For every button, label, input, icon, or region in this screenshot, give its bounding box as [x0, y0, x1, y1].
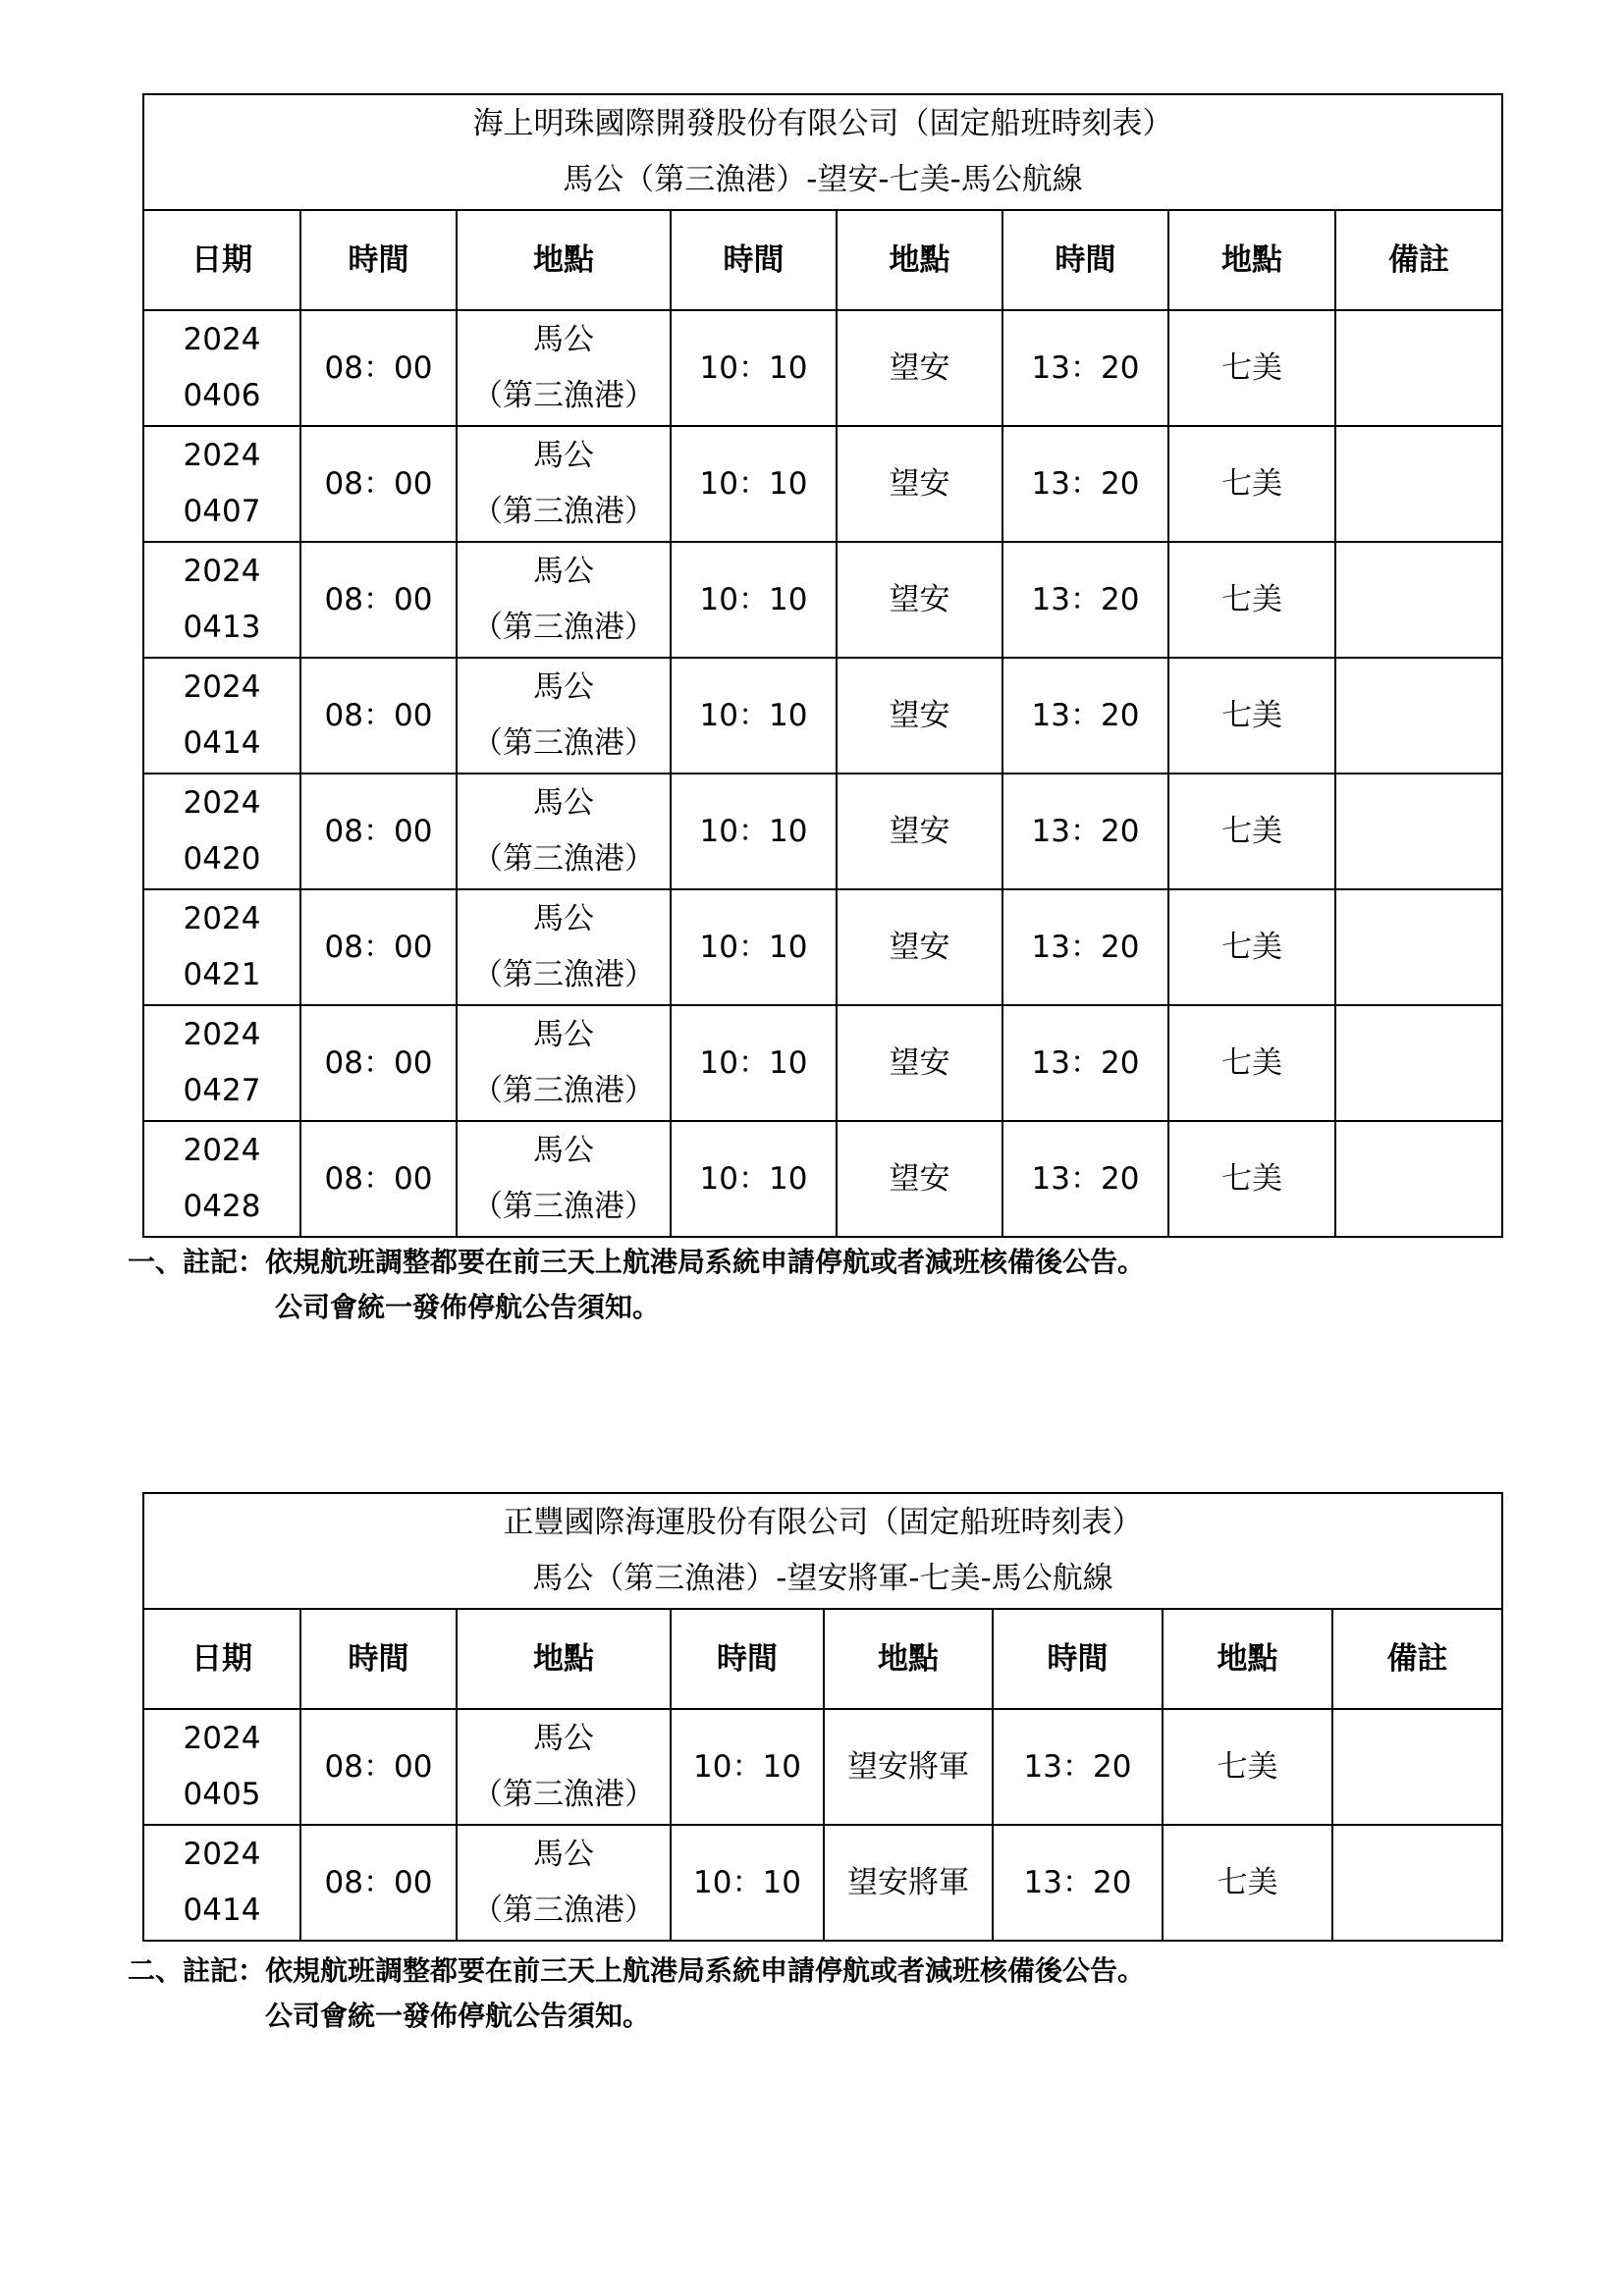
header-location-2: 地點 [837, 210, 1002, 310]
stop-location-3: 七美 [1168, 889, 1335, 1005]
remarks-cell [1332, 1825, 1502, 1941]
header-location-2: 地點 [824, 1609, 993, 1709]
departure-time: 08：00 [300, 658, 457, 774]
stop-location-3: 七美 [1168, 774, 1335, 889]
note-line-2: 公司會統一發佈停航公告須知。 [265, 2000, 651, 2032]
departure-time: 08：00 [300, 426, 457, 542]
location-name: 馬公 [533, 1133, 594, 1168]
stop-location-2: 望安 [837, 774, 1002, 889]
stop-location-3: 七美 [1168, 542, 1335, 658]
stop-time-3: 13：20 [1002, 658, 1168, 774]
location-detail: （第三漁港） [472, 1073, 655, 1108]
table-row [143, 774, 1502, 889]
date-cell [143, 542, 300, 658]
stop-time-3: 13：20 [1002, 889, 1168, 1005]
stop-time-3: 13：20 [993, 1825, 1163, 1941]
stop-location-3: 七美 [1163, 1825, 1332, 1941]
header-location-3: 地點 [1168, 210, 1335, 310]
schedule-table-2 [142, 1492, 1503, 1942]
location-detail: （第三漁港） [472, 957, 655, 992]
remarks-cell [1335, 774, 1502, 889]
date-cell [143, 1005, 300, 1121]
note-line-2: 公司會統一發佈停航公告須知。 [275, 1291, 661, 1323]
schedule-table-1 [142, 93, 1503, 1238]
header-time-3: 時間 [993, 1609, 1163, 1709]
table-title-cell [143, 1493, 1502, 1609]
date-year: 2024 [183, 322, 261, 357]
remarks-cell [1335, 542, 1502, 658]
table-row [143, 1709, 1502, 1825]
note-line-1: 二、註記：依規航班調整都要在前三天上航港局系統申請停航或者減班核備後公告。 [128, 1954, 1146, 1987]
location-detail: （第三漁港） [472, 1189, 655, 1224]
stop-location-3: 七美 [1163, 1709, 1332, 1825]
stop-time-3: 13：20 [1002, 542, 1168, 658]
stop-location-2: 望安 [837, 542, 1002, 658]
departure-time: 08：00 [300, 889, 457, 1005]
table-row [143, 1005, 1502, 1121]
stop-location-3: 七美 [1168, 658, 1335, 774]
table-row [143, 310, 1502, 426]
stop-location-2: 望安將軍 [824, 1709, 993, 1825]
stop-time-2: 10：10 [671, 658, 837, 774]
stop-time-3: 13：20 [1002, 774, 1168, 889]
route-subtitle: 馬公（第三漁港）-望安-七美-馬公航線 [563, 162, 1083, 197]
date-year: 2024 [183, 1721, 261, 1756]
date-year: 2024 [183, 438, 261, 473]
location-name: 馬公 [533, 1721, 594, 1756]
date-month-day: 0414 [183, 1893, 261, 1928]
date-year: 2024 [183, 901, 261, 936]
company-title: 正豐國際海運股份有限公司（固定船班時刻表） [503, 1505, 1143, 1540]
departure-location [457, 1121, 671, 1237]
remarks-cell [1332, 1709, 1502, 1825]
stop-time-2: 10：10 [671, 426, 837, 542]
header-remarks: 備註 [1332, 1609, 1502, 1709]
remarks-cell [1335, 1005, 1502, 1121]
stop-time-2: 10：10 [671, 1121, 837, 1237]
stop-time-3: 13：20 [1002, 1005, 1168, 1121]
table-row [143, 889, 1502, 1005]
date-year: 2024 [183, 1837, 261, 1872]
stop-location-2: 望安 [837, 1005, 1002, 1121]
stop-time-3: 13：20 [993, 1709, 1163, 1825]
notes-2 [128, 1949, 1145, 2039]
date-month-day: 0405 [183, 1777, 261, 1812]
note-line-1: 一、註記：依規航班調整都要在前三天上航港局系統申請停航或者減班核備後公告。 [128, 1246, 1146, 1278]
departure-location [457, 889, 671, 1005]
location-detail: （第三漁港） [472, 1777, 655, 1812]
departure-location [457, 658, 671, 774]
stop-time-3: 13：20 [1002, 426, 1168, 542]
date-year: 2024 [183, 1017, 261, 1052]
header-location-1: 地點 [457, 210, 671, 310]
header-date: 日期 [143, 1609, 300, 1709]
remarks-cell [1335, 658, 1502, 774]
departure-time: 08：00 [300, 542, 457, 658]
table-row [143, 1825, 1502, 1941]
table-row [143, 1121, 1502, 1237]
date-cell [143, 1825, 300, 1941]
stop-location-2: 望安將軍 [824, 1825, 993, 1941]
date-year: 2024 [183, 785, 261, 821]
location-detail: （第三漁港） [472, 725, 655, 761]
departure-location [457, 1005, 671, 1121]
departure-time: 08：00 [300, 1121, 457, 1237]
date-month-day: 0407 [183, 494, 261, 529]
table-row [143, 426, 1502, 542]
departure-location [457, 310, 671, 426]
location-name: 馬公 [533, 669, 594, 705]
header-date: 日期 [143, 210, 300, 310]
departure-location [457, 1825, 671, 1941]
location-detail: （第三漁港） [472, 841, 655, 877]
stop-location-2: 望安 [837, 658, 1002, 774]
stop-time-3: 13：20 [1002, 1121, 1168, 1237]
stop-time-2: 10：10 [671, 1825, 824, 1941]
stop-location-2: 望安 [837, 1121, 1002, 1237]
table-row [143, 658, 1502, 774]
stop-time-2: 10：10 [671, 1709, 824, 1825]
departure-time: 08：00 [300, 774, 457, 889]
departure-time: 08：00 [300, 1825, 457, 1941]
stop-location-3: 七美 [1168, 1005, 1335, 1121]
date-month-day: 0406 [183, 378, 261, 413]
location-detail: （第三漁港） [472, 494, 655, 529]
header-time-1: 時間 [300, 210, 457, 310]
date-cell [143, 774, 300, 889]
date-cell [143, 426, 300, 542]
stop-time-2: 10：10 [671, 889, 837, 1005]
stop-time-2: 10：10 [671, 310, 837, 426]
notes-1 [128, 1240, 1145, 1330]
date-month-day: 0428 [183, 1189, 261, 1224]
date-cell [143, 1121, 300, 1237]
date-cell [143, 1709, 300, 1825]
header-time-2: 時間 [671, 1609, 824, 1709]
departure-location [457, 426, 671, 542]
header-row [143, 1609, 1502, 1709]
departure-location [457, 1709, 671, 1825]
date-cell [143, 889, 300, 1005]
table-row [143, 542, 1502, 658]
stop-time-2: 10：10 [671, 774, 837, 889]
route-subtitle: 馬公（第三漁港）-望安將軍-七美-馬公航線 [532, 1561, 1113, 1596]
date-month-day: 0413 [183, 610, 261, 645]
stop-time-3: 13：20 [1002, 310, 1168, 426]
location-detail: （第三漁港） [472, 378, 655, 413]
stop-location-2: 望安 [837, 310, 1002, 426]
location-name: 馬公 [533, 554, 594, 589]
stop-time-2: 10：10 [671, 1005, 837, 1121]
date-month-day: 0420 [183, 841, 261, 877]
date-cell [143, 658, 300, 774]
date-year: 2024 [183, 669, 261, 705]
company-title: 海上明珠國際開發股份有限公司（固定船班時刻表） [472, 106, 1173, 141]
departure-time: 08：00 [300, 310, 457, 426]
table-title-cell [143, 94, 1502, 210]
location-name: 馬公 [533, 1017, 594, 1052]
header-time-2: 時間 [671, 210, 837, 310]
location-name: 馬公 [533, 785, 594, 821]
date-year: 2024 [183, 1133, 261, 1168]
remarks-cell [1335, 426, 1502, 542]
header-row [143, 210, 1502, 310]
date-month-day: 0427 [183, 1073, 261, 1108]
stop-location-3: 七美 [1168, 426, 1335, 542]
location-name: 馬公 [533, 438, 594, 473]
departure-location [457, 542, 671, 658]
date-month-day: 0414 [183, 725, 261, 761]
remarks-cell [1335, 310, 1502, 426]
date-cell [143, 310, 300, 426]
departure-time: 08：00 [300, 1005, 457, 1121]
stop-location-2: 望安 [837, 889, 1002, 1005]
header-time-3: 時間 [1002, 210, 1168, 310]
header-remarks: 備註 [1335, 210, 1502, 310]
stop-location-2: 望安 [837, 426, 1002, 542]
location-detail: （第三漁港） [472, 610, 655, 645]
remarks-cell [1335, 889, 1502, 1005]
stop-time-2: 10：10 [671, 542, 837, 658]
header-location-3: 地點 [1163, 1609, 1332, 1709]
location-name: 馬公 [533, 901, 594, 936]
departure-location [457, 774, 671, 889]
location-name: 馬公 [533, 1837, 594, 1872]
departure-time: 08：00 [300, 1709, 457, 1825]
location-name: 馬公 [533, 322, 594, 357]
remarks-cell [1335, 1121, 1502, 1237]
header-time-1: 時間 [300, 1609, 457, 1709]
date-month-day: 0421 [183, 957, 261, 992]
stop-location-3: 七美 [1168, 310, 1335, 426]
stop-location-3: 七美 [1168, 1121, 1335, 1237]
location-detail: （第三漁港） [472, 1893, 655, 1928]
date-year: 2024 [183, 554, 261, 589]
header-location-1: 地點 [457, 1609, 671, 1709]
